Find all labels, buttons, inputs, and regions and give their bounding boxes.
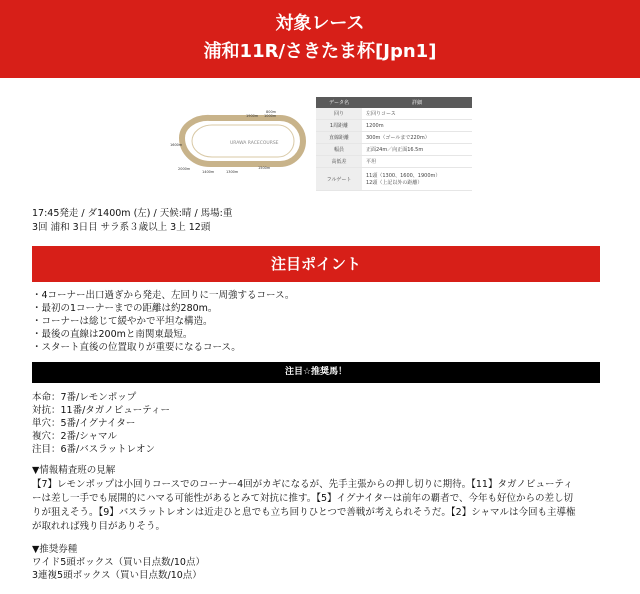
list-item: ・最後の直線は200mと南関東最短。 (32, 329, 193, 340)
table-row (316, 156, 472, 168)
table-value: 1200m (362, 120, 472, 132)
analysis-line: りが狙えそう。【9】バスラットレオンは近走ひと息でも立ち回りひとつで善戦が考えられそうだ。【2】シャマルは今回も主導権 (32, 507, 576, 518)
table-value-line: 11頭（1300、1600、1900m） (366, 173, 441, 179)
table-key: 幅員 (316, 144, 362, 156)
analysis-section (32, 464, 600, 534)
list-item: ・最初の1コーナーまでの距離は約280m。 (32, 303, 218, 314)
pick-fukuana: 複穴：2番/シャマル (32, 431, 118, 442)
track-name: URAWA RACECOURSE (230, 141, 279, 146)
course-label-2000m: 2000m (178, 167, 191, 171)
pick-honmei: 本命：7番/レモンポップ (32, 392, 137, 403)
table-key: 回り (316, 108, 362, 120)
course-label-1500m: 1500m (258, 166, 271, 170)
table-value-line: 12頭（上記以外の距離） (366, 180, 423, 186)
table-key: フルゲート (316, 168, 362, 191)
points-title-banner: 注目ポイント (32, 246, 600, 282)
course-data-table (316, 97, 472, 191)
course-label-800m: 800m (266, 110, 277, 114)
race-meeting: 3回 浦和 3日目 サラ系３歳以上 3上 12頭 (32, 222, 211, 233)
table-row (316, 168, 472, 191)
course-map (168, 100, 308, 192)
bets-section (32, 543, 205, 582)
table-row (316, 120, 472, 132)
table-row (316, 144, 472, 156)
table-key: 1周距離 (316, 120, 362, 132)
table-value: 平坦 (362, 156, 472, 168)
list-item: ・スタート直後の位置取りが重要になるコース。 (32, 342, 241, 353)
bet-item: 3連複5頭ボックス（買い目点数/10点） (32, 570, 202, 581)
table-header-detail: 詳細 (362, 97, 472, 108)
table-key: 高低差 (316, 156, 362, 168)
course-label-1400m: 1400m (202, 170, 215, 174)
picks-title-bar: 注目☆推奨馬！ (32, 362, 600, 383)
picks-list (32, 391, 170, 456)
course-label-1600m: 1600m (170, 143, 183, 147)
analysis-line: ーは差し一手でも展開的にハマる可能性があるとみて対抗に推す。【5】イグナイターは前年の覇者で、今年も好位からの差し切 (32, 493, 573, 504)
table-value (362, 168, 472, 191)
table-value: 300m（ゴールまで220m） (362, 132, 472, 144)
table-value: 正面24m／向正面16.5m (362, 144, 472, 156)
bet-item: ワイド5頭ボックス（買い目点数/10点） (32, 557, 205, 568)
analysis-line: が取れれば残り目がありそう。 (32, 521, 166, 532)
header-title-line2: 浦和11R/さきたま杯[Jpn1] (203, 41, 437, 62)
table-row (316, 132, 472, 144)
table-header-name: データ名 (316, 97, 362, 108)
pick-taikou: 対抗：11番/タガノビューティー (32, 405, 171, 416)
table-key: 直線距離 (316, 132, 362, 144)
header-banner (0, 0, 640, 78)
header-title-line1: 対象レース (275, 13, 365, 34)
course-label-1300m: 1300m (226, 170, 239, 174)
bets-heading: ▼推奨券種 (32, 544, 78, 555)
analysis-line: 【7】レモンポップは小回りコースでのコーナー4回がカギになるが、先手主張からの押し切りに期待。【11】タガノビューティ (32, 479, 573, 490)
course-label-1900m: 1900m (246, 114, 259, 118)
list-item: ・4コーナー出口過ぎから発走、左回りに一周強するコース。 (32, 290, 295, 301)
race-conditions: 17:45発走 / ダ1400m (左) / 天候:晴 / 馬場:重 (32, 208, 233, 219)
points-list (32, 289, 294, 354)
race-info (32, 207, 232, 235)
analysis-heading: ▼情報精査班の見解 (32, 465, 116, 476)
pick-chuumoku: 注目：6番/バスラットレオン (32, 444, 156, 455)
table-value: 左回りコース (362, 108, 472, 120)
course-label-1000m: 1000m (264, 114, 277, 118)
pick-tanana: 単穴：5番/イグナイター (32, 418, 136, 429)
table-row (316, 108, 472, 120)
list-item: ・コーナーは総じて緩やかで平坦な構造。 (32, 316, 213, 327)
